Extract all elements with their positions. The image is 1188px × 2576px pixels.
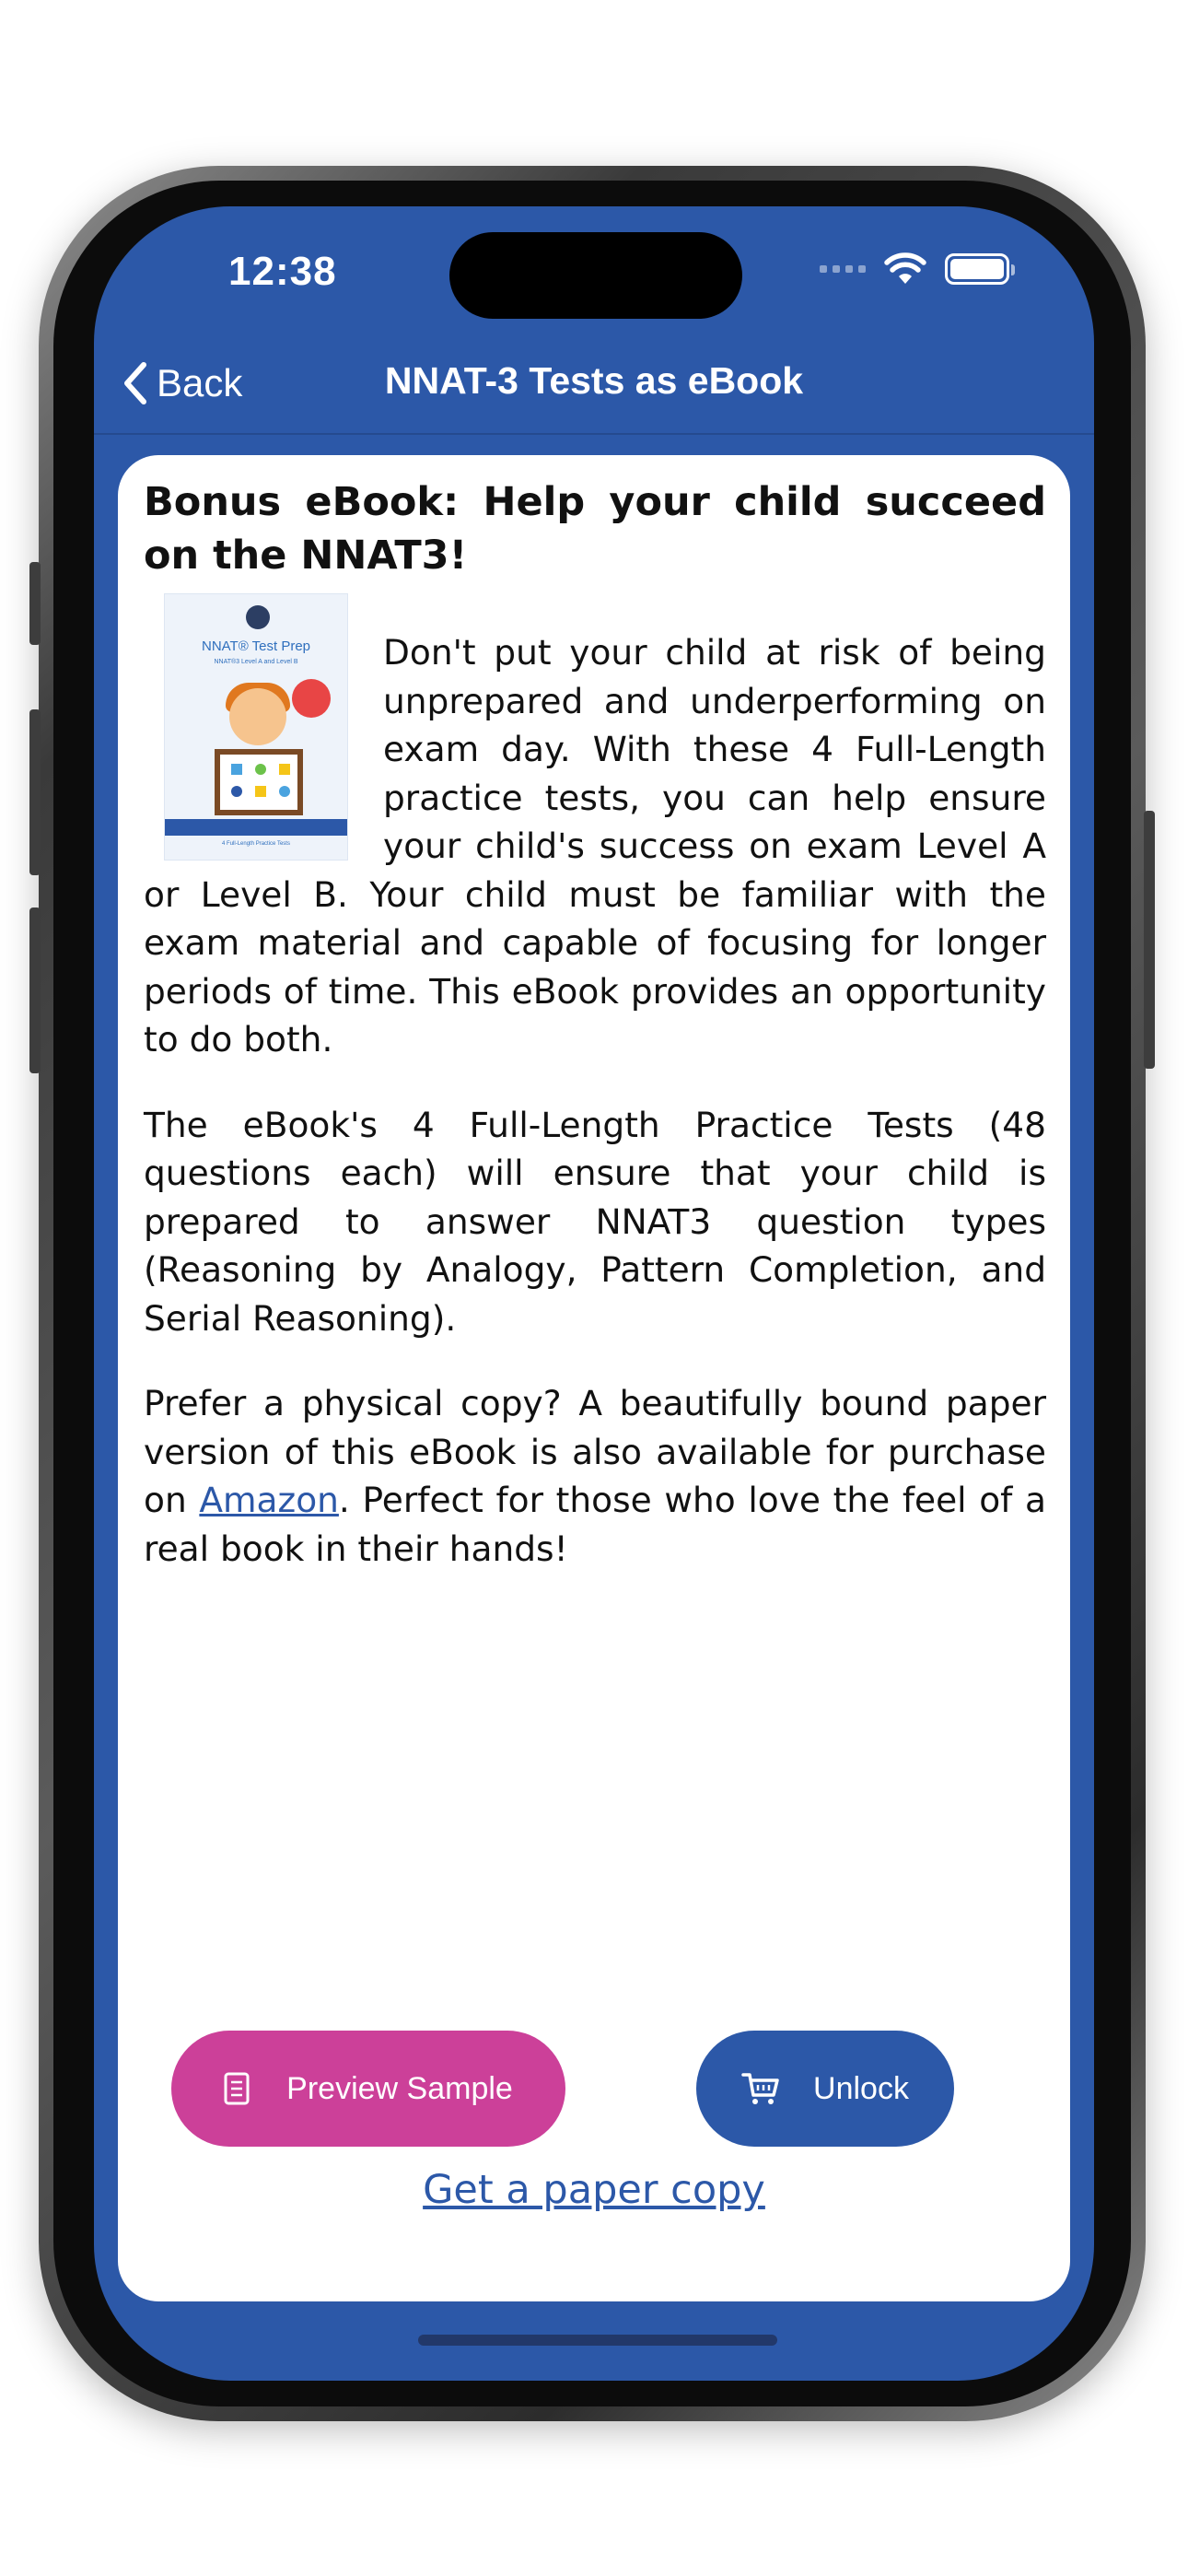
- unlock-button[interactable]: [696, 2031, 954, 2147]
- preview-sample-button[interactable]: [171, 2031, 565, 2147]
- nav-divider: [94, 433, 1094, 435]
- dynamic-island: [449, 232, 742, 319]
- status-time: 12:38: [228, 249, 337, 294]
- content-card: [118, 455, 1070, 2301]
- home-indicator[interactable]: [418, 2335, 777, 2346]
- action-button: [29, 562, 41, 645]
- book-cover-footer: 4 Full-Length Practice Tests: [222, 841, 290, 847]
- paragraph-paper-copy: [144, 1379, 1046, 1573]
- ebook-description: [144, 475, 1046, 1573]
- book-cover-band: [165, 819, 347, 836]
- book-logo: [246, 605, 270, 629]
- app-screen: [94, 206, 1094, 2381]
- signal-icon: [820, 265, 866, 273]
- wifi-icon: [884, 252, 926, 286]
- back-label: Back: [157, 361, 243, 404]
- paragraph-paper-text-after: . Perfect for those who love the feel of a real book in their hands!: [144, 1480, 1046, 1569]
- status-icons: [820, 252, 1009, 286]
- power-button: [1144, 811, 1155, 1069]
- page-title: NNAT-3 Tests as eBook: [384, 359, 804, 402]
- unlock-label: Unlock: [813, 2070, 909, 2106]
- preview-sample-label: Preview Sample: [286, 2070, 513, 2106]
- book-badge: [292, 679, 331, 718]
- book-cover-subtitle: NNAT®3 Level A and Level B: [214, 659, 298, 665]
- cart-icon: [741, 2071, 780, 2106]
- volume-down-button: [29, 907, 41, 1073]
- paragraph-tests: The eBook's 4 Full-Length Practice Tests (48 questions each) will ensure that your child is prepared to answer NNAT3 question types (Reasoning by Analogy, Pattern Completion, and Serial Reasoning).: [144, 1104, 1046, 1339]
- book-illustration-child: [229, 688, 286, 745]
- paragraph-intro: Don't put your child at risk of being unprepared and underperforming on exam day. With these 4 Full-Length practice tests, you can help ensure your child's success on exam Level A or Level B. Your child must be familiar with the exam material and capable of focusing for longer periods of time. This eBook provides an opportunity to do both.: [144, 632, 1046, 1060]
- ebook-heading: Bonus eBook: Help your child succeed on the NNAT3!: [144, 479, 1046, 579]
- document-icon: [224, 2072, 250, 2105]
- book-cover-image: [164, 593, 348, 861]
- volume-up-button: [29, 709, 41, 875]
- battery-icon: [945, 253, 1009, 285]
- book-illustration-board: [215, 749, 303, 815]
- paragraph-paper-text-before: Prefer a physical copy? A beautifully bound paper version of this eBook is also available for purchase on: [144, 1383, 1046, 1520]
- get-paper-copy-link[interactable]: Get a paper copy: [423, 2167, 765, 2213]
- amazon-link[interactable]: Amazon: [199, 1480, 339, 1520]
- book-cover-title: NNAT® Test Prep: [201, 638, 311, 654]
